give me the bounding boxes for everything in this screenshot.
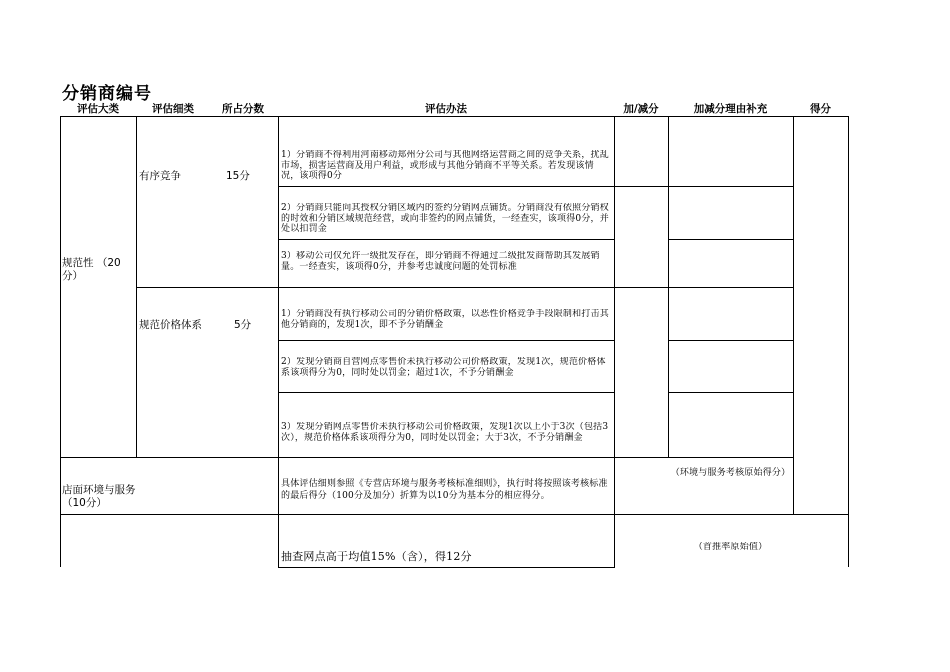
reason-last: （首推率原始值） <box>693 542 768 552</box>
header-subcategory: 评估细类 <box>152 103 194 115</box>
method-last: 抽查网点高于均值15%（含），得12分 <box>281 550 472 563</box>
category-store: 店面环境与服务（10分） <box>62 484 136 509</box>
method-pricing-2: 2）发现分销商自营网点零售价未执行移动公司价格政策，发现1次，规范价格体系该项得分为0，同时处以罚金；超过1次，不予分销酬金 <box>281 357 606 378</box>
method-competition-2: 2）分销商只能向其授权分销区域内的签约分销网点铺货。分销商没有依照分销权的时效和分销区域规范经营，或向非签约的网点铺货，一经查实，该项得0分，并处以扣罚金 <box>281 203 609 235</box>
col-line-sub <box>136 116 137 457</box>
page-title: 分销商编号 <box>62 84 152 104</box>
col-line-adjust <box>614 116 615 567</box>
header-score: 所占分数 <box>222 103 264 115</box>
row-line-p2-right <box>668 392 793 393</box>
row-line-p1 <box>278 340 615 341</box>
score-pricing: 5分 <box>234 319 252 331</box>
row-line-p1-right <box>668 340 793 341</box>
row-line-header <box>60 116 849 117</box>
header-category: 评估大类 <box>77 103 119 115</box>
method-store: 具体评估细则参照《专营店环境与服务考核标准细则》，执行时将按照该考核标准的最后得分（100分及加分）折算为以10分为基本分的相应得分。 <box>281 479 608 501</box>
col-line-method <box>278 116 279 567</box>
row-line-standard <box>60 457 793 458</box>
subcategory-pricing: 规范价格体系 <box>139 319 202 331</box>
row-line-c2-right <box>668 239 793 240</box>
subcategory-competition: 有序竞争 <box>139 170 181 182</box>
category-standard: 规范性 （20分） <box>62 257 121 282</box>
row-line-last <box>278 567 615 568</box>
row-line-store <box>60 514 849 515</box>
header-adjust: 加/减分 <box>623 103 659 115</box>
col-line-reason <box>668 116 669 457</box>
row-line-competition <box>136 287 793 288</box>
header-reason: 加减分理由补充 <box>693 103 768 115</box>
score-competition: 15分 <box>226 170 250 182</box>
col-line-left <box>60 116 61 567</box>
header-final: 得分 <box>810 103 831 115</box>
row-line-c2 <box>278 239 615 240</box>
method-pricing-3: 3）发现分销网点零售价未执行移动公司价格政策，发现1次以上小于3次（包括3次），规范价格体系该项得分为0，同时处以罚金；大于3次，不予分销酬金 <box>281 422 609 443</box>
method-competition-3: 3）移动公司仅允许一级批发存在，即分销商不得通过二级批发商帮助其发展销量。一经查实，该项得0分，并参考忠诚度问题的处罚标准 <box>281 251 600 272</box>
header-method: 评估办法 <box>425 103 467 115</box>
col-line-final <box>793 116 794 514</box>
reason-store: （环境与服务考核原始得分） <box>670 468 791 478</box>
row-line-p2 <box>278 392 615 393</box>
col-line-right <box>848 116 849 567</box>
method-pricing-1: 1）分销商没有执行移动公司的分销价格政策，以恶性价格竞争手段限制和打击其他分销商的，发现1次，即不予分销酬金 <box>281 309 609 330</box>
row-line-c1 <box>278 186 793 187</box>
method-competition-1: 1）分销商不得利用河南移动郑州分公司与其他网络运营商之间的竞争关系，扰乱市场，损害运营商及用户利益，或形成与其他分销商不平等关系。若发现该情况，该项得0分 <box>281 150 609 182</box>
